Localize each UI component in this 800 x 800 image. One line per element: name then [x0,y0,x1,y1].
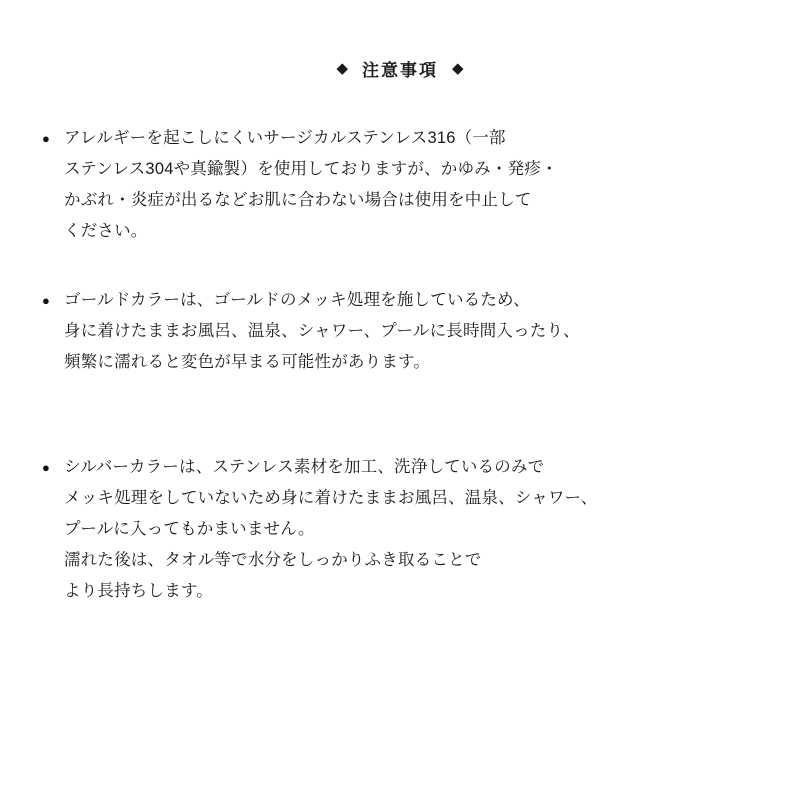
page-title-text: 注意事項 [362,61,438,80]
note-line: ください。 [64,222,148,240]
list-item [40,285,760,378]
note-text-block [64,123,760,247]
note-line: 身に着けたままお風呂、温泉、シャワー、プールに長時間入ったり、 [64,322,580,340]
section-spacer [40,416,760,452]
notice-list [40,123,760,607]
note-text-block [64,452,760,607]
note-line: ステンレス304や真鍮製）を使用しておりますが、かゆみ・発疹・ [64,160,558,178]
note-line: ゴールドカラーは、ゴールドのメッキ処理を施しているため、 [64,291,530,309]
note-line: かぶれ・炎症が出るなどお肌に合わない場合は使用を中止して [64,191,532,209]
note-line: プールに入ってもかまいません。 [64,520,315,538]
note-line: 頻繁に濡れると変色が早まる可能性があります。 [64,353,431,371]
diamond-right-icon: ◆ [452,60,464,77]
note-text-block [64,285,760,378]
note-line: シルバーカラーは、ステンレス素材を加工、洗浄しているのみで [64,458,545,476]
bullet-icon: ● [42,460,50,475]
list-item [40,452,760,607]
note-line: 濡れた後は、タオル等で水分をしっかりふき取ることで [64,551,482,569]
note-line: より長持ちします。 [64,582,213,600]
list-item [40,123,760,247]
page-title [40,56,760,81]
bullet-icon: ● [42,293,50,308]
note-line: メッキ処理をしていないため身に着けたままお風呂、温泉、シャワー、 [64,489,598,507]
diamond-left-icon: ◆ [336,60,348,77]
bullet-icon: ● [42,131,50,146]
note-line: アレルギーを起こしにくいサージカルステンレス316（一部 [64,129,506,147]
